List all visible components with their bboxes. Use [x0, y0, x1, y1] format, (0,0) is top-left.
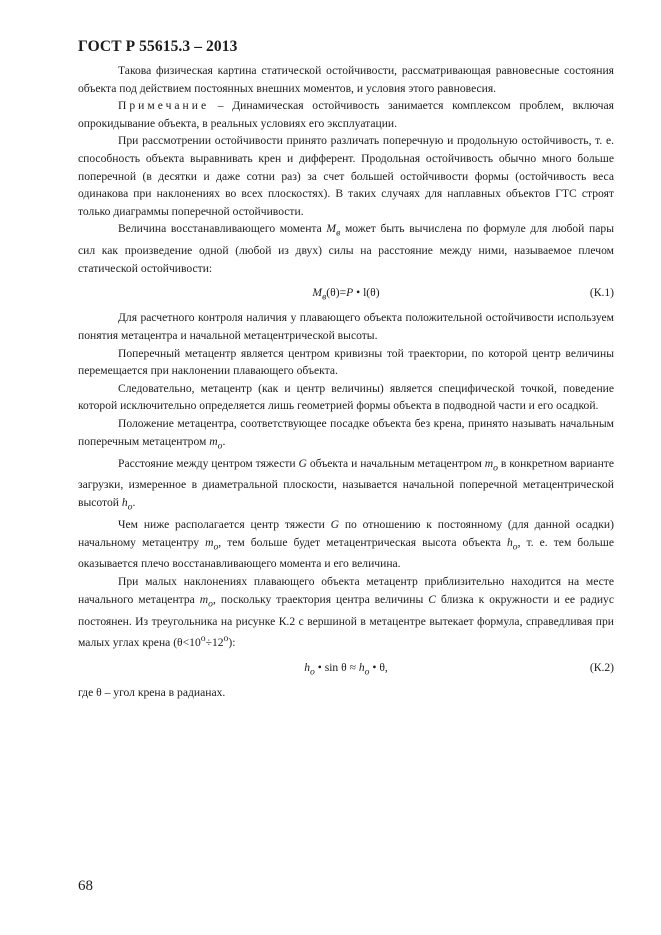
document-header: ГОСТ Р 55615.3 – 2013	[78, 38, 238, 55]
paragraph: Величина восстанавливающего момента $M_в$ может быть вычислена по формуле для любой пары сил как произведение одной (любой из двух) силы на расстояние между ними, называемое плечом статической остойчивости:	[78, 222, 614, 275]
page-body	[78, 62, 614, 701]
formula-k1	[78, 284, 614, 304]
paragraph: Для расчетного контроля наличия у плавающего объекта положительной остойчивости используем понятия метацентра и начальной метацентрической высоты.	[78, 311, 614, 343]
formula-k2	[78, 659, 614, 679]
paragraph: где θ – угол крена в радианах.	[78, 685, 226, 699]
formula-expression: $M_в(\theta)=P$ • l(θ)	[312, 286, 380, 303]
paragraph: При рассмотрении остойчивости принято различать поперечную и продольную остойчивость, т. е. способность объекта выравнивать крен и дифферент. Продольная остойчивость обычно много больше поперечной (в десятки и даже сотни раз) за счет большей остойчивости формы (остойчивость веса одинакова при наклонениях во всех плоскостях). В таких случаях для наплавных объектов ГТС строят только диаграммы поперечной остойчивости.	[78, 134, 614, 218]
paragraph: Такова физическая картина статической остойчивости, рассматривающая равновесные состояния объекта под действием постоянных внешних моментов, и условия этого равновесия.	[78, 64, 614, 95]
formula-expression: $h_o$ • $\sin \theta \approx h_o$ • θ,	[304, 660, 388, 677]
note-paragraph	[78, 97, 614, 132]
paragraph: При малых наклонениях плавающего объекта метацентр приблизительно находится на месте начального метацентра $m_o$, поскольку траектория центра величины C близка к окружности и ее радиус постоянен. Из треугольника на рисунке К.2 с вершиной в метацентре вытекает формула, справедливая при малых углах крена $(\theta<10^о\div 12^о)$:	[78, 575, 614, 649]
note-label: Примечание	[118, 99, 210, 113]
note-text: – Динамическая остойчивость занимается комплексом проблем, включая опрокидывание объекта, в реальных условиях его эксплуатации.	[78, 99, 614, 130]
formula-number: (К.1)	[589, 286, 614, 300]
paragraph: Поперечный метацентр является центром кривизны той траектории, по которой центр величины перемещается при наклонении плавающего объекта.	[78, 346, 614, 378]
formula-number: (К.2)	[589, 660, 614, 674]
page-number: 68	[78, 878, 93, 894]
paragraph: Положение метацентра, соответствующее посадке объекта без крена, принято называть начальным поперечным метацентром $m_o$.	[78, 417, 614, 451]
paragraph: Следовательно, метацентр (как и центр величины) является специфической точкой, поведение которой исключительно определяется лишь геометрией формы объекта в подводной части и его осадкой.	[78, 381, 614, 413]
paragraph: Чем ниже располагается центр тяжести G по отношению к постоянному (для данной осадки) начальному метацентру $m_o$, тем больше будет метацентрическая высота объекта $h_o$, т. е. тем больше оказывается плечо восстанавливающего момента и его величина.	[78, 517, 615, 571]
paragraph: Расстояние между центром тяжести G объекта и начальным метацентром $m_o$ в конкретном варианте загрузки, измеренное в диаметральной плоскости, называется начальной поперечной метацентрической высотой $h_o$.	[78, 456, 614, 513]
